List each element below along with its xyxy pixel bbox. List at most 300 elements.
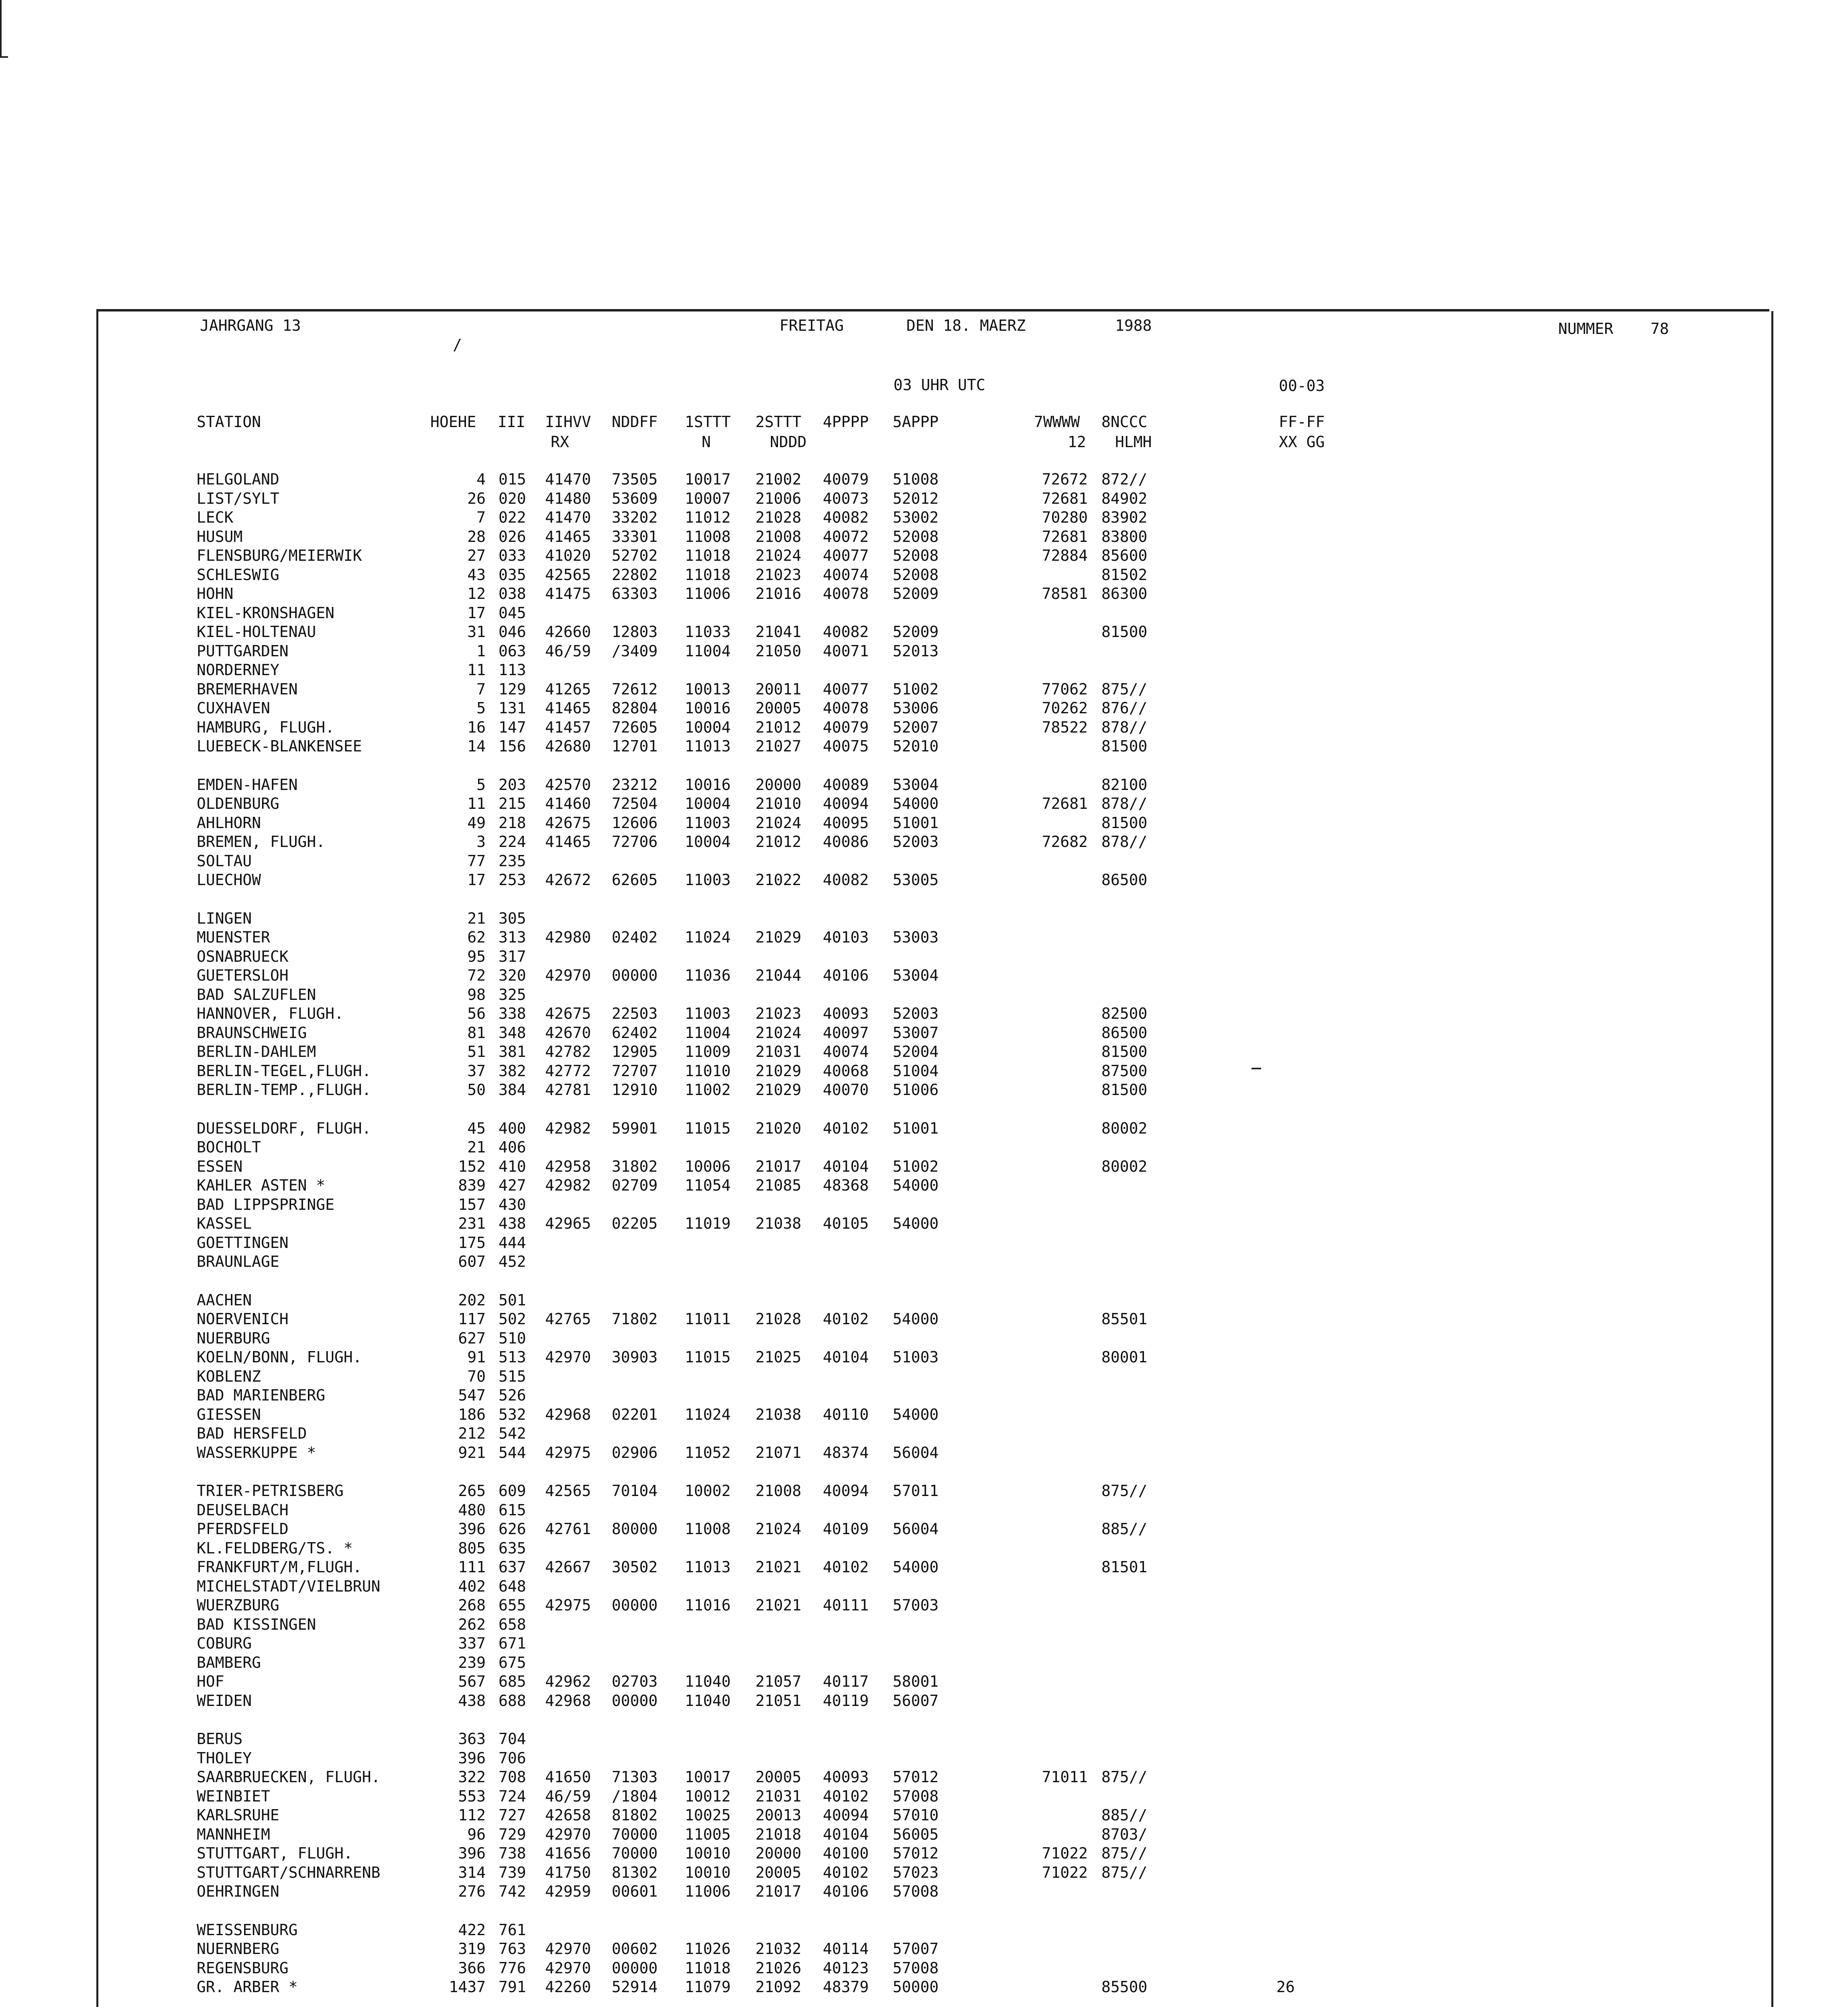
table-cell: 038 <box>499 585 526 603</box>
table-cell: 544 <box>499 1444 526 1461</box>
table-cell: 675 <box>499 1654 526 1671</box>
table-cell: 51002 <box>893 680 939 698</box>
table-cell: 313 <box>499 928 526 946</box>
table-cell: 10007 <box>685 490 731 507</box>
table-cell: 438 <box>499 1215 526 1232</box>
station-name: HAMBURG, FLUGH. <box>197 719 335 736</box>
table-cell: 56004 <box>893 1444 939 1461</box>
table-cell: 40102 <box>823 1120 869 1137</box>
table-cell: 40114 <box>823 1940 869 1958</box>
table-cell: 11013 <box>685 1558 731 1576</box>
table-cell: 381 <box>499 1043 526 1060</box>
table-cell: 337 <box>458 1635 486 1652</box>
table-cell: 17 <box>467 871 486 889</box>
table-cell: 53003 <box>893 928 939 946</box>
station-name: TRIER-PETRISBERG <box>197 1482 344 1500</box>
table-cell: 20005 <box>755 699 802 717</box>
table-cell: 40079 <box>823 719 869 736</box>
table-cell: 45 <box>467 1120 486 1137</box>
table-cell: 17 <box>467 604 486 622</box>
table-cell: 21021 <box>755 1558 802 1576</box>
table-cell: 235 <box>499 852 526 870</box>
station-name: BERUS <box>197 1730 243 1748</box>
table-cell: 11003 <box>685 1005 731 1022</box>
table-cell: 42781 <box>545 1081 591 1099</box>
table-cell: 40074 <box>823 566 869 584</box>
table-cell: 80002 <box>1101 1120 1148 1137</box>
table-cell: 872// <box>1101 470 1148 488</box>
station-name: BRAUNLAGE <box>197 1253 279 1270</box>
table-cell: 80000 <box>612 1520 658 1538</box>
table-cell: 54000 <box>893 1215 939 1232</box>
table-cell: 28 <box>467 528 486 546</box>
table-cell: 70 <box>467 1368 486 1385</box>
table-cell: 40106 <box>823 967 869 984</box>
table-cell: 59901 <box>612 1120 658 1137</box>
table-cell: 21057 <box>755 1673 802 1690</box>
station-name: KAHLER ASTEN * <box>197 1177 326 1194</box>
table-cell: 42570 <box>545 776 591 794</box>
station-name: STUTTGART, FLUGH. <box>197 1844 353 1862</box>
table-cell: 57008 <box>893 1959 939 1977</box>
corner-mark-horizontal <box>0 56 8 58</box>
table-cell: 805 <box>458 1539 486 1557</box>
table-cell: 11012 <box>685 509 731 526</box>
table-cell: 761 <box>499 1921 526 1939</box>
table-cell: 84902 <box>1101 490 1148 507</box>
table-cell: 325 <box>499 986 526 1004</box>
table-cell: 727 <box>499 1806 526 1824</box>
table-cell: 51006 <box>893 1081 939 1099</box>
column-header: III <box>498 413 525 431</box>
table-cell: 410 <box>499 1158 526 1175</box>
column-subheader: N <box>702 433 711 451</box>
table-cell: 57012 <box>893 1768 939 1786</box>
table-cell: 40097 <box>823 1024 869 1042</box>
table-cell: 11006 <box>685 585 731 603</box>
table-cell: 396 <box>458 1520 486 1538</box>
column-header: 8NCCC <box>1101 413 1148 431</box>
table-cell: 11040 <box>685 1692 731 1710</box>
table-cell: 422 <box>458 1921 486 1939</box>
table-cell: 21027 <box>755 737 802 755</box>
table-cell: 11015 <box>685 1120 731 1137</box>
table-cell: 80001 <box>1101 1348 1148 1366</box>
table-cell: 11079 <box>685 1978 731 1996</box>
table-cell: 637 <box>499 1558 526 1576</box>
table-cell: 40102 <box>823 1558 869 1576</box>
table-cell: 70000 <box>612 1844 658 1862</box>
table-cell: 40102 <box>823 1787 869 1805</box>
table-cell: 41460 <box>545 795 591 812</box>
table-cell: 77062 <box>1042 680 1088 698</box>
table-cell: 40070 <box>823 1081 869 1099</box>
table-cell: 10016 <box>685 776 731 794</box>
table-cell: 42667 <box>545 1558 591 1576</box>
table-cell: 875// <box>1101 1768 1148 1786</box>
table-cell: 20013 <box>755 1806 802 1824</box>
table-cell: 21002 <box>755 470 802 488</box>
table-cell: 82100 <box>1101 776 1148 794</box>
table-cell: 98 <box>467 986 486 1004</box>
table-cell: 26 <box>467 490 486 507</box>
table-cell: 10016 <box>685 699 731 717</box>
table-cell: 51003 <box>893 1348 939 1366</box>
table-cell: 480 <box>458 1501 486 1519</box>
table-cell: 48368 <box>823 1177 869 1194</box>
station-name: BREMERHAVEN <box>197 680 298 698</box>
station-name: HOF <box>197 1673 224 1690</box>
table-cell: 627 <box>458 1329 486 1347</box>
table-cell: 83800 <box>1101 528 1148 546</box>
table-cell: 026 <box>499 528 526 546</box>
table-cell: 40074 <box>823 1043 869 1060</box>
table-cell: 72884 <box>1042 547 1088 564</box>
station-name: ESSEN <box>197 1158 243 1175</box>
table-cell: 11002 <box>685 1081 731 1099</box>
station-name: KOELN/BONN, FLUGH. <box>197 1348 362 1366</box>
table-cell: 21029 <box>755 1081 802 1099</box>
station-name: GIESSEN <box>197 1406 261 1423</box>
table-cell: 56004 <box>893 1520 939 1538</box>
station-name: LUECHOW <box>197 871 261 889</box>
table-cell: 878// <box>1101 795 1148 812</box>
table-cell: 11010 <box>685 1062 731 1080</box>
station-name: BAD MARIENBERG <box>197 1386 326 1404</box>
table-cell: 51001 <box>893 814 939 832</box>
table-cell: 8703/ <box>1101 1826 1148 1843</box>
table-cell: 11004 <box>685 642 731 660</box>
station-name: BERLIN-DAHLEM <box>197 1043 316 1060</box>
table-cell: 112 <box>458 1806 486 1824</box>
table-cell: 42660 <box>545 623 591 641</box>
table-cell: 366 <box>458 1959 486 1977</box>
table-cell: 875// <box>1101 680 1148 698</box>
station-name: SCHLESWIG <box>197 566 279 584</box>
table-cell: 348 <box>499 1024 526 1042</box>
table-cell: 72681 <box>1042 528 1088 546</box>
table-cell: 111 <box>458 1558 486 1576</box>
table-cell: 40077 <box>823 680 869 698</box>
table-cell: 224 <box>499 833 526 851</box>
table-cell: 11004 <box>685 1024 731 1042</box>
table-cell: 71011 <box>1042 1768 1088 1786</box>
table-cell: 396 <box>458 1844 486 1862</box>
table-cell: 42772 <box>545 1062 591 1080</box>
table-cell: 52009 <box>893 585 939 603</box>
table-cell: 21018 <box>755 1826 802 1843</box>
table-cell: 635 <box>499 1539 526 1557</box>
station-name: MICHELSTADT/VIELBRUN <box>197 1578 381 1595</box>
table-cell: 21020 <box>755 1120 802 1137</box>
table-cell: 21010 <box>755 795 802 812</box>
station-name: KASSEL <box>197 1215 252 1232</box>
table-cell: 50 <box>467 1081 486 1099</box>
table-cell: 532 <box>499 1406 526 1423</box>
table-cell: 438 <box>458 1692 486 1710</box>
table-cell: 78522 <box>1042 719 1088 736</box>
table-cell: 015 <box>499 470 526 488</box>
table-cell: 40086 <box>823 833 869 851</box>
table-cell: 81500 <box>1101 814 1148 832</box>
table-cell: 42970 <box>545 1826 591 1843</box>
table-cell: 21008 <box>755 1482 802 1500</box>
table-cell: 53005 <box>893 871 939 889</box>
table-cell: 7 <box>476 509 486 526</box>
table-cell: 82500 <box>1101 1005 1148 1022</box>
table-cell: 22503 <box>612 1005 658 1022</box>
table-cell: 11018 <box>685 566 731 584</box>
table-cell: 51004 <box>893 1062 939 1080</box>
table-cell: 738 <box>499 1844 526 1862</box>
table-cell: 427 <box>499 1177 526 1194</box>
table-cell: 202 <box>458 1291 486 1309</box>
table-cell: 48379 <box>823 1978 869 1996</box>
table-cell: 71022 <box>1042 1844 1088 1862</box>
table-cell: 42980 <box>545 928 591 946</box>
table-cell: 5 <box>476 776 486 794</box>
table-cell: 1437 <box>449 1978 486 1996</box>
table-cell: 11019 <box>685 1215 731 1232</box>
table-cell: 57003 <box>893 1596 939 1614</box>
table-cell: 52914 <box>612 1978 658 1996</box>
table-cell: 72 <box>467 967 486 984</box>
table-cell: 00000 <box>612 1959 658 1977</box>
table-cell: 85501 <box>1101 1310 1148 1328</box>
column-subheader: HLMH <box>1115 433 1152 451</box>
table-cell: 4 <box>476 470 486 488</box>
table-cell: 52008 <box>893 528 939 546</box>
station-name: WASSERKUPPE * <box>197 1444 316 1461</box>
table-cell: 81500 <box>1101 1081 1148 1099</box>
table-cell: 40123 <box>823 1959 869 1977</box>
table-cell: 626 <box>499 1520 526 1538</box>
table-cell: 54000 <box>893 1310 939 1328</box>
table-cell: 52013 <box>893 642 939 660</box>
table-cell: 83902 <box>1101 509 1148 526</box>
table-cell: 129 <box>499 680 526 698</box>
table-cell: 382 <box>499 1062 526 1080</box>
table-cell: 10004 <box>685 719 731 736</box>
table-cell: 52010 <box>893 737 939 755</box>
table-cell: 42970 <box>545 1348 591 1366</box>
table-cell: 54000 <box>893 1406 939 1423</box>
table-cell: 542 <box>499 1425 526 1442</box>
table-cell: 42982 <box>545 1120 591 1137</box>
table-cell: 21012 <box>755 719 802 736</box>
table-cell: 685 <box>499 1673 526 1690</box>
station-name: COBURG <box>197 1635 252 1652</box>
table-cell: 10004 <box>685 795 731 812</box>
table-cell: 11005 <box>685 1826 731 1843</box>
column-header: 4PPPP <box>823 413 869 431</box>
table-cell: 515 <box>499 1368 526 1385</box>
table-cell: 62402 <box>612 1024 658 1042</box>
station-name: WEINBIET <box>197 1787 271 1805</box>
table-cell: 510 <box>499 1329 526 1347</box>
table-cell: 21029 <box>755 928 802 946</box>
table-cell: 839 <box>458 1177 486 1194</box>
table-cell: 86500 <box>1101 871 1148 889</box>
station-name: BAD SALZUFLEN <box>197 986 316 1004</box>
table-cell: 21 <box>467 1138 486 1156</box>
table-cell: 21029 <box>755 1062 802 1080</box>
table-cell: 52008 <box>893 547 939 564</box>
table-cell: 40104 <box>823 1826 869 1843</box>
station-name: OEHRINGEN <box>197 1883 279 1900</box>
table-cell: 20005 <box>755 1864 802 1881</box>
table-cell: 41750 <box>545 1864 591 1881</box>
table-cell: 52009 <box>893 623 939 641</box>
table-cell: 42761 <box>545 1520 591 1538</box>
table-cell: 513 <box>499 1348 526 1366</box>
table-cell: 648 <box>499 1578 526 1595</box>
table-cell: 739 <box>499 1864 526 1881</box>
table-cell: 16 <box>467 719 486 736</box>
station-name: NUERNBERG <box>197 1940 279 1958</box>
table-cell: 21023 <box>755 1005 802 1022</box>
table-cell: 53002 <box>893 509 939 526</box>
table-cell: 91 <box>467 1348 486 1366</box>
column-header: HOEHE <box>430 413 476 431</box>
table-cell: 921 <box>458 1444 486 1461</box>
station-name: KIEL-HOLTENAU <box>197 623 316 641</box>
table-cell: 11008 <box>685 1520 731 1538</box>
table-cell: 671 <box>499 1635 526 1652</box>
table-cell: 72707 <box>612 1062 658 1080</box>
column-header: NDDFF <box>612 413 658 431</box>
table-cell: 11016 <box>685 1596 731 1614</box>
table-cell: 10012 <box>685 1787 731 1805</box>
table-cell: 00000 <box>612 1692 658 1710</box>
table-cell: 33301 <box>612 528 658 546</box>
table-cell: 21024 <box>755 547 802 564</box>
table-cell: 00601 <box>612 1883 658 1900</box>
table-cell: 729 <box>499 1826 526 1843</box>
table-cell: /3409 <box>612 642 658 660</box>
table-cell: 85600 <box>1101 547 1148 564</box>
table-cell: 21038 <box>755 1215 802 1232</box>
table-cell: 81500 <box>1101 737 1148 755</box>
table-cell: 231 <box>458 1215 486 1232</box>
table-cell: 156 <box>499 737 526 755</box>
table-cell: 41475 <box>545 585 591 603</box>
jahrgang-label: JAHRGANG 13 <box>200 317 301 334</box>
table-cell: 72612 <box>612 680 658 698</box>
table-cell: 035 <box>499 566 526 584</box>
table-cell: 46/59 <box>545 1787 591 1805</box>
table-cell: 72681 <box>1042 490 1088 507</box>
table-cell: 11009 <box>685 1043 731 1060</box>
station-name: BAD KISSINGEN <box>197 1616 316 1633</box>
table-cell: 52004 <box>893 1043 939 1060</box>
station-name: OSNABRUECK <box>197 948 289 965</box>
table-cell: 82804 <box>612 699 658 717</box>
table-cell: 157 <box>458 1196 486 1213</box>
table-cell: 00602 <box>612 1940 658 1958</box>
table-cell: 21031 <box>755 1787 802 1805</box>
table-cell: 12 <box>467 585 486 603</box>
station-name: EMDEN-HAFEN <box>197 776 298 794</box>
table-cell: 776 <box>499 1959 526 1977</box>
station-name: SAARBRUECKEN, FLUGH. <box>197 1768 381 1786</box>
table-cell: 96 <box>467 1826 486 1843</box>
table-cell: 20011 <box>755 680 802 698</box>
table-cell: 02402 <box>612 928 658 946</box>
table-cell: 11040 <box>685 1673 731 1690</box>
table-cell: 26 <box>1276 1978 1295 1996</box>
table-cell: 265 <box>458 1482 486 1500</box>
table-cell: 81302 <box>612 1864 658 1881</box>
table-cell: 40104 <box>823 1348 869 1366</box>
table-cell: 314 <box>458 1864 486 1881</box>
table-cell: 41656 <box>545 1844 591 1862</box>
table-cell: 58001 <box>893 1673 939 1690</box>
table-cell: 70104 <box>612 1482 658 1500</box>
station-name: NOERVENICH <box>197 1310 289 1328</box>
table-cell: 452 <box>499 1253 526 1270</box>
table-cell: 615 <box>499 1501 526 1519</box>
table-cell: 72706 <box>612 833 658 851</box>
table-cell: 81502 <box>1101 566 1148 584</box>
table-cell: 95 <box>467 948 486 965</box>
table-cell: 1 <box>476 642 486 660</box>
station-name: GOETTINGEN <box>197 1234 289 1252</box>
table-cell: 46/59 <box>545 642 591 660</box>
table-cell: 42970 <box>545 967 591 984</box>
table-cell: 203 <box>499 776 526 794</box>
table-cell: 41265 <box>545 680 591 698</box>
table-cell: 11024 <box>685 928 731 946</box>
table-cell: 708 <box>499 1768 526 1786</box>
station-name: KARLSRUHE <box>197 1806 279 1824</box>
table-cell: 11024 <box>685 1406 731 1423</box>
table-cell: 10010 <box>685 1864 731 1881</box>
table-cell: 52003 <box>893 833 939 851</box>
table-cell: 40075 <box>823 737 869 755</box>
corner-mark <box>0 0 2 56</box>
table-cell: 62 <box>467 928 486 946</box>
table-cell: 319 <box>458 1940 486 1958</box>
table-cell: 40103 <box>823 928 869 946</box>
table-cell: 21028 <box>755 1310 802 1328</box>
table-cell: 54000 <box>893 1558 939 1576</box>
table-cell: 42565 <box>545 1482 591 1500</box>
table-cell: 49 <box>467 814 486 832</box>
column-header: 2STTT <box>755 413 802 431</box>
station-name: HANNOVER, FLUGH. <box>197 1005 344 1022</box>
station-name: DUESSELDORF, FLUGH. <box>197 1120 371 1137</box>
table-cell: 56007 <box>893 1692 939 1710</box>
table-cell: 268 <box>458 1596 486 1614</box>
table-cell: 10006 <box>685 1158 731 1175</box>
table-cell: 72504 <box>612 795 658 812</box>
table-cell: 40109 <box>823 1520 869 1538</box>
table-cell: 52008 <box>893 566 939 584</box>
station-name: AHLHORN <box>197 814 261 832</box>
table-cell: 50000 <box>893 1978 939 1996</box>
table-cell: 40093 <box>823 1005 869 1022</box>
station-name: HUSUM <box>197 528 243 546</box>
table-cell: 42959 <box>545 1883 591 1900</box>
table-cell: 147 <box>499 719 526 736</box>
table-cell: 175 <box>458 1234 486 1252</box>
table-cell: 20005 <box>755 1768 802 1786</box>
table-cell: 320 <box>499 967 526 984</box>
table-cell: 52003 <box>893 1005 939 1022</box>
table-cell: 40082 <box>823 871 869 889</box>
table-cell: 53609 <box>612 490 658 507</box>
